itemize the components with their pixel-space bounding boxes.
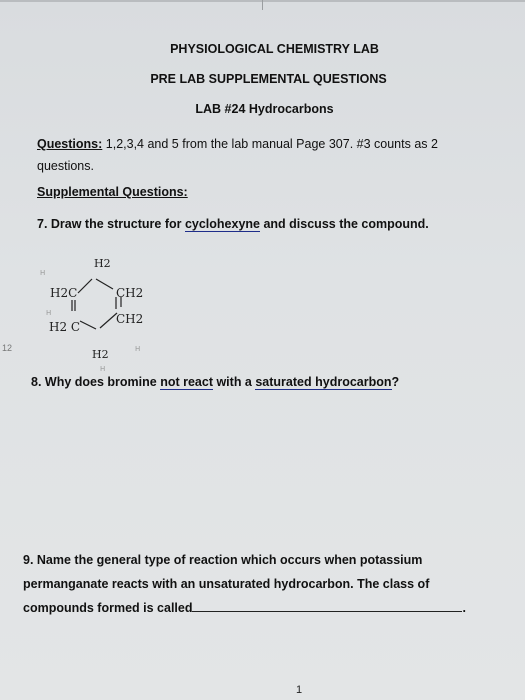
page-number: 1 <box>296 684 303 696</box>
margin-note: 12 <box>2 343 13 353</box>
question-7 <box>37 212 507 236</box>
faint-h-1: H <box>40 269 46 277</box>
top-tick-mark <box>262 0 263 10</box>
q9-line-3-end: . <box>462 601 466 615</box>
question-9 <box>23 548 508 620</box>
course-title: PHYSIOLOGICAL CHEMISTRY LAB <box>170 42 379 56</box>
questions-intro <box>37 133 497 177</box>
subtitle: PRE LAB SUPPLEMENTAL QUESTIONS <box>150 72 387 86</box>
faint-h-3: H <box>135 345 141 353</box>
handwritten-cyclohexyne-structure <box>0 245 200 385</box>
label-top: H2 <box>94 257 111 270</box>
bond-lower-left <box>80 321 96 329</box>
question-8 <box>31 370 501 394</box>
q9-line-2: permanganate reacts with an unsaturated hydrocarbon. The class of <box>23 577 430 591</box>
questions-text: 1,2,3,4 and 5 from the lab manual Page 307. #3 counts as 2 questions. <box>37 137 438 173</box>
q8-underlined-not-react: not react <box>160 375 213 389</box>
label-lower-right: CH2 <box>116 312 144 326</box>
bond-lower-right <box>100 313 117 328</box>
label-lower-left: H2 C <box>49 320 81 334</box>
q8-suffix: ? <box>391 375 400 389</box>
q8-middle: with a <box>212 375 256 389</box>
q9-line-1: 9. Name the general type of reaction which occurs when potassium <box>23 553 423 567</box>
q7-underlined-word: cyclohexyne <box>184 217 260 231</box>
lab-title: LAB #24 Hydrocarbons <box>195 102 334 116</box>
bond-upper-left <box>78 279 92 293</box>
label-bottom: H2 <box>92 348 109 361</box>
questions-label: Questions: <box>37 137 103 151</box>
label-upper-right: CH2 <box>116 286 144 300</box>
label-upper-left: H2C <box>50 286 78 300</box>
bond-upper-right <box>96 279 113 289</box>
answer-blank[interactable] <box>192 599 462 612</box>
q8-prefix: 8. Why does bromine <box>31 375 161 389</box>
q8-underlined-saturated: saturated hydrocarbon <box>255 375 392 389</box>
q7-suffix: and discuss the compound. <box>260 217 429 231</box>
q9-line-3-prefix: compounds formed is called <box>23 601 193 615</box>
faint-h-2: H <box>46 309 52 317</box>
faint-h-4: H <box>100 365 106 373</box>
q9-line-3 <box>23 596 508 620</box>
q7-prefix: 7. Draw the structure for <box>37 217 185 231</box>
supplemental-heading: Supplemental Questions: <box>37 185 188 199</box>
